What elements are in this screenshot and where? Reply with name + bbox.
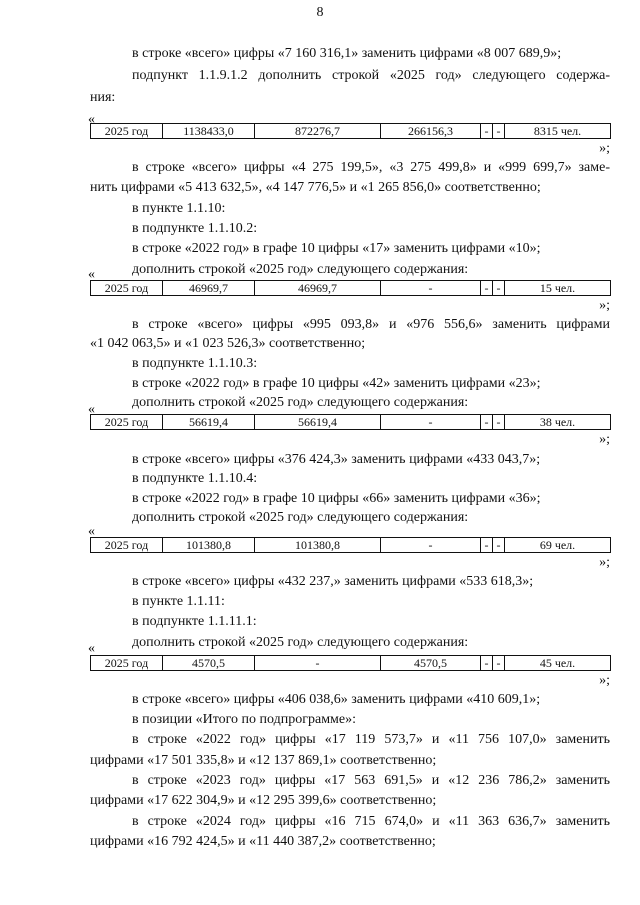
table-row	[91, 124, 611, 139]
table-cell: 2025 год	[91, 656, 163, 671]
table-cell: 56619,4	[255, 415, 381, 430]
table-cell: -	[381, 281, 481, 296]
quote-open: «	[88, 641, 95, 656]
text-line: в позиции «Итого по подпрограмме»:	[132, 712, 357, 727]
table-cell: 101380,8	[163, 538, 255, 553]
text-line: дополнить строкой «2025 год» следующего содержания:	[132, 262, 469, 277]
text-line: «1 042 063,5» и «1 023 526,3» соответственно;	[90, 336, 366, 351]
table-cell: 2025 год	[91, 281, 163, 296]
table-cell: 266156,3	[381, 124, 481, 139]
table-cell: -	[481, 656, 493, 671]
table-cell: 8315 чел.	[505, 124, 611, 139]
table-row	[91, 656, 611, 671]
text-line: дополнить строкой «2025 год» следующего содержания:	[132, 510, 469, 525]
text-line: цифрами «17 501 335,8» и «12 137 869,1» соответственно;	[90, 753, 437, 768]
quote-open: «	[88, 267, 95, 282]
table-cell: -	[481, 415, 493, 430]
text-line: в пункте 1.1.10:	[132, 201, 226, 216]
text-line: в строке «2023 год» цифры «17 563 691,5» и «12 236 786,2» заменить	[132, 773, 610, 788]
table-cell: -	[255, 656, 381, 671]
table-cell: 1138433,0	[163, 124, 255, 139]
table-cell: 101380,8	[255, 538, 381, 553]
text-line: в строке «всего» цифры «376 424,3» заменить цифрами «433 043,7»;	[132, 452, 541, 467]
table-cell: 2025 год	[91, 415, 163, 430]
table-cell: 38 чел.	[505, 415, 611, 430]
text-line: в строке «всего» цифры «4 275 199,5», «3 275 499,8» и «999 699,7» заме-	[132, 160, 610, 175]
text-line: ния:	[90, 90, 116, 105]
text-line: цифрами «17 622 304,9» и «12 295 399,6» соответственно;	[90, 793, 437, 808]
text-line: в строке «всего» цифры «432 237,» заменить цифрами «533 618,3»;	[132, 574, 534, 589]
text-line: дополнить строкой «2025 год» следующего содержания:	[132, 395, 469, 410]
text-line: в строке «всего» цифры «7 160 316,1» заменить цифрами «8 007 689,9»;	[132, 46, 562, 61]
table-cell: -	[481, 124, 493, 139]
quote-close: »;	[599, 141, 610, 156]
quote-close: »;	[599, 432, 610, 447]
text-line: в пункте 1.1.11:	[132, 594, 225, 609]
table-cell: 46969,7	[255, 281, 381, 296]
text-line: в строке «2022 год» цифры «17 119 573,7» и «11 756 107,0» заменить	[132, 732, 610, 747]
text-line: в строке «всего» цифры «995 093,8» и «976 556,6» заменить цифрами	[132, 317, 610, 332]
data-table-4	[90, 537, 611, 553]
text-line: в строке «2022 год» в графе 10 цифры «17» заменить цифрами «10»;	[132, 241, 541, 256]
table-cell: 15 чел.	[505, 281, 611, 296]
text-line: нить цифрами «5 413 632,5», «4 147 776,5» и «1 265 856,0» соответственно;	[90, 180, 541, 195]
quote-open: «	[88, 112, 95, 127]
text-line: в подпункте 1.1.11.1:	[132, 614, 257, 629]
text-line: в строке «всего» цифры «406 038,6» заменить цифрами «410 609,1»;	[132, 692, 541, 707]
text-line: в строке «2022 год» в графе 10 цифры «66» заменить цифрами «36»;	[132, 491, 541, 506]
table-cell: 872276,7	[255, 124, 381, 139]
data-table-2	[90, 280, 611, 296]
text-line: в подпункте 1.1.10.4:	[132, 471, 258, 486]
table-row	[91, 281, 611, 296]
table-row	[91, 538, 611, 553]
table-cell: -	[493, 281, 505, 296]
table-cell: -	[481, 281, 493, 296]
quote-open: «	[88, 524, 95, 539]
table-cell: 2025 год	[91, 538, 163, 553]
table-cell: 56619,4	[163, 415, 255, 430]
text-line: дополнить строкой «2025 год» следующего содержания:	[132, 635, 469, 650]
table-cell: -	[381, 415, 481, 430]
table-cell: 45 чел.	[505, 656, 611, 671]
text-line: в строке «2022 год» в графе 10 цифры «42» заменить цифрами «23»;	[132, 376, 541, 391]
data-table-5	[90, 655, 611, 671]
text-line: в подпункте 1.1.10.2:	[132, 221, 258, 236]
table-cell: -	[493, 415, 505, 430]
quote-open: «	[88, 402, 95, 417]
table-cell: -	[493, 538, 505, 553]
data-table-1	[90, 123, 611, 139]
quote-close: »;	[599, 298, 610, 313]
quote-close: »;	[599, 555, 610, 570]
text-line: в подпункте 1.1.10.3:	[132, 356, 258, 371]
table-cell: 69 чел.	[505, 538, 611, 553]
table-cell: -	[493, 124, 505, 139]
table-cell: 4570,5	[381, 656, 481, 671]
quote-close: »;	[599, 673, 610, 688]
table-cell: -	[493, 656, 505, 671]
text-line: в строке «2024 год» цифры «16 715 674,0» и «11 363 636,7» заменить	[132, 814, 610, 829]
page-number: 8	[316, 5, 324, 20]
text-line: подпункт 1.1.9.1.2 дополнить строкой «2025 год» следующего содержа-	[132, 68, 610, 83]
table-cell: 46969,7	[163, 281, 255, 296]
table-cell: -	[481, 538, 493, 553]
table-row	[91, 415, 611, 430]
table-cell: 4570,5	[163, 656, 255, 671]
data-table-3	[90, 414, 611, 430]
table-cell: -	[381, 538, 481, 553]
table-cell: 2025 год	[91, 124, 163, 139]
text-line: цифрами «16 792 424,5» и «11 440 387,2» соответственно;	[90, 834, 436, 849]
